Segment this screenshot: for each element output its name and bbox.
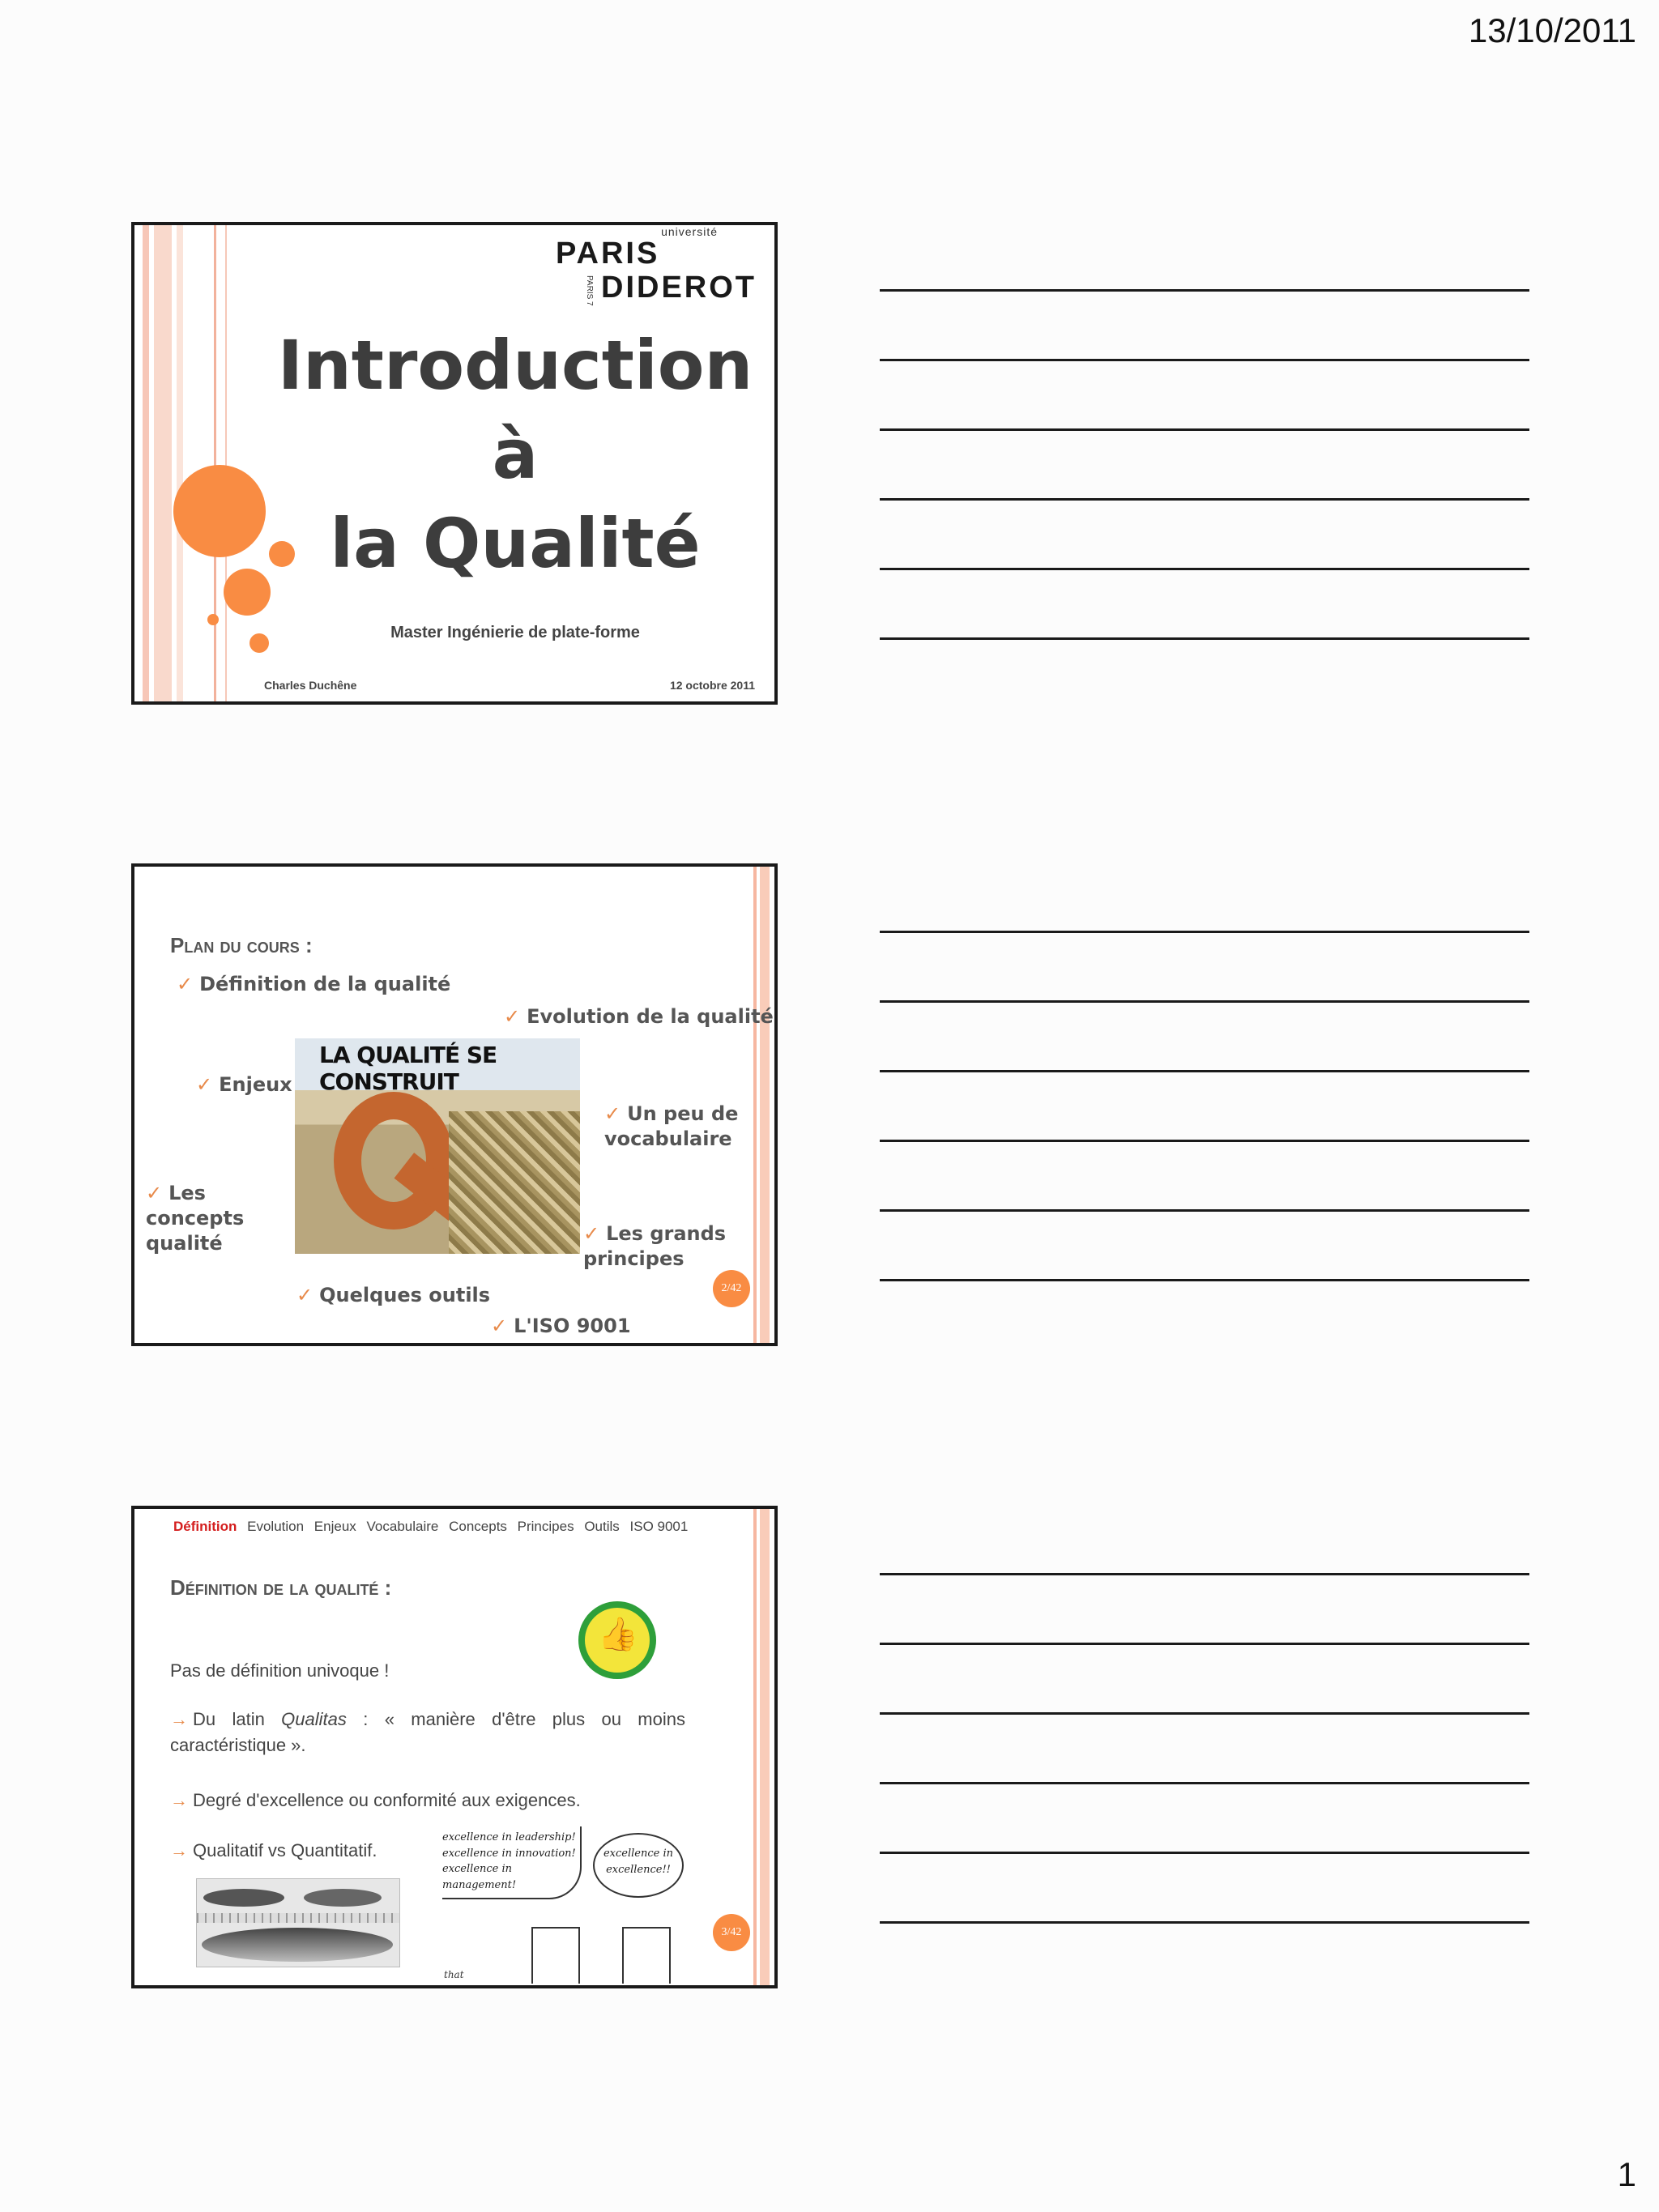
note-line: [880, 501, 1529, 570]
notes-lines-3: [880, 1506, 1529, 1924]
plan-item-label: Les concepts qualité: [146, 1182, 245, 1255]
nav-item-principes: Principes: [517, 1519, 574, 1534]
plan-item: [196, 1072, 292, 1097]
check-icon: ✓: [177, 973, 194, 995]
note-line: [880, 1645, 1529, 1715]
slide-title: Définition de la qualité :: [170, 1575, 392, 1600]
quality-illustration: [295, 1038, 580, 1254]
check-icon: ✓: [491, 1315, 508, 1337]
plan-item: [604, 1102, 766, 1152]
note-line: [880, 1072, 1529, 1142]
decorative-circle: [173, 465, 266, 557]
logo-diderot: DIDEROT: [601, 271, 757, 305]
plan-item-label: Enjeux: [219, 1073, 292, 1096]
logo-paris: PARIS: [556, 237, 660, 271]
nav-item-iso: ISO 9001: [629, 1519, 689, 1534]
line2-prefix: Du latin: [193, 1709, 282, 1729]
note-line: [880, 1506, 1529, 1575]
page-badge: 2/42: [713, 1270, 750, 1307]
slide-title-line-2: à: [492, 415, 539, 494]
slide-title-line-1: Introduction: [277, 326, 753, 405]
nav-item-vocabulaire: Vocabulaire: [366, 1519, 439, 1534]
note-line: [880, 1854, 1529, 1924]
check-icon: ✓: [146, 1182, 163, 1204]
plan-item: [146, 1181, 300, 1257]
plan-item: [296, 1283, 490, 1308]
check-icon: ✓: [504, 1005, 521, 1028]
check-icon: ✓: [583, 1222, 600, 1245]
logo-universite: université: [661, 225, 718, 238]
nav-item-concepts: Concepts: [449, 1519, 507, 1534]
line2-italic: Qualitas: [281, 1709, 347, 1729]
slide-date: 12 octobre 2011: [669, 679, 755, 692]
ruler: [197, 1913, 399, 1923]
slide-3-thumbnail: [131, 1506, 778, 1988]
arrow-icon: →: [170, 1790, 188, 1810]
note-line: [880, 1784, 1529, 1854]
note-line: [880, 361, 1529, 431]
slide-author: Charles Duchêne: [264, 679, 357, 692]
notes-lines-2: [880, 863, 1529, 1281]
small-fish: [203, 1889, 284, 1907]
person-figure: [531, 1927, 580, 1984]
note-line: [880, 1575, 1529, 1645]
notes-lines-1: [880, 222, 1529, 640]
plan-item: [583, 1221, 729, 1272]
plan-item-label: Les grands principes: [583, 1222, 727, 1271]
slide-title-line-3: la Qualité: [330, 504, 701, 583]
decorative-stripes: [134, 225, 240, 701]
note-line: [880, 570, 1529, 640]
decorative-circle: [207, 614, 219, 625]
line3-text: Degré d'excellence ou conformité aux exigences.: [193, 1790, 581, 1810]
arrow-icon: →: [170, 1709, 188, 1729]
definition-line-1: Pas de définition univoque !: [170, 1660, 390, 1681]
note-line: [880, 292, 1529, 361]
note-line: [880, 863, 1529, 933]
large-fish: [202, 1928, 393, 1962]
person-figure: [622, 1927, 671, 1984]
hand-icon: 👍: [598, 1617, 638, 1652]
bubble-text: excellence in leadership!: [442, 1831, 576, 1843]
slide-nav: [173, 1519, 694, 1535]
arrow-icon: →: [170, 1840, 188, 1860]
nav-item-definition: Définition: [173, 1519, 237, 1534]
definition-line-4: [170, 1838, 377, 1864]
note-line: [880, 431, 1529, 501]
plan-item-label: Evolution de la qualité: [527, 1005, 774, 1028]
slide-2-thumbnail: [131, 863, 778, 1346]
page-number: 1: [1617, 2155, 1636, 2193]
decorative-stripes: [748, 1509, 774, 1985]
header-date: 13/10/2011: [1468, 11, 1636, 49]
speech-bubble-right: excellence in excellence!!: [593, 1833, 684, 1898]
slide-1-thumbnail: [131, 222, 778, 705]
slide-subtitle: Master Ingénierie de plate-forme: [390, 624, 640, 641]
plan-item: [177, 972, 450, 997]
fish-photo: [196, 1878, 400, 1967]
check-icon: ✓: [196, 1073, 213, 1096]
nav-item-evolution: Evolution: [247, 1519, 305, 1534]
thumbs-up-icon: [578, 1601, 656, 1679]
plan-item-label: L'ISO 9001: [514, 1315, 631, 1337]
illustration-caption: LA QUALITÉ SE CONSTRUIT: [319, 1042, 497, 1095]
small-fish: [304, 1889, 382, 1907]
crowd-texture: [449, 1111, 580, 1254]
speech-bubble-left: [442, 1826, 582, 1899]
page-badge: 3/42: [713, 1914, 750, 1951]
note-line: [880, 1212, 1529, 1281]
cartoon-illustration: [442, 1826, 706, 1984]
note-line: [880, 933, 1529, 1003]
bubble-text: excellence in innovation!: [442, 1847, 576, 1860]
plan-item: [491, 1314, 631, 1339]
note-line: [880, 1715, 1529, 1784]
plan-item-label: Définition de la qualité: [199, 973, 451, 995]
check-icon: ✓: [604, 1102, 621, 1125]
plan-item: [504, 1004, 774, 1029]
university-logo: [556, 225, 776, 322]
cartoon-signature: that: [444, 1969, 464, 1980]
note-line: [880, 1003, 1529, 1072]
note-line: [880, 222, 1529, 292]
check-icon: ✓: [296, 1284, 313, 1306]
plan-item-label: Quelques outils: [319, 1284, 491, 1306]
line4-text: Qualitatif vs Quantitatif.: [193, 1840, 377, 1860]
definition-line-2: [170, 1707, 685, 1758]
bubble-text: excellence in management!: [442, 1863, 517, 1891]
definition-line-3: [170, 1788, 581, 1813]
note-line: [880, 1142, 1529, 1212]
nav-item-enjeux: Enjeux: [313, 1519, 356, 1534]
nav-item-outils: Outils: [584, 1519, 620, 1534]
plan-item-label: Un peu de vocabulaire: [604, 1102, 739, 1151]
logo-paris7: PARIS 7: [585, 275, 594, 306]
slide-title: Plan du cours :: [170, 933, 313, 957]
line2-rest: : « manière d'être plus ou moins caractéristique ».: [170, 1709, 685, 1755]
